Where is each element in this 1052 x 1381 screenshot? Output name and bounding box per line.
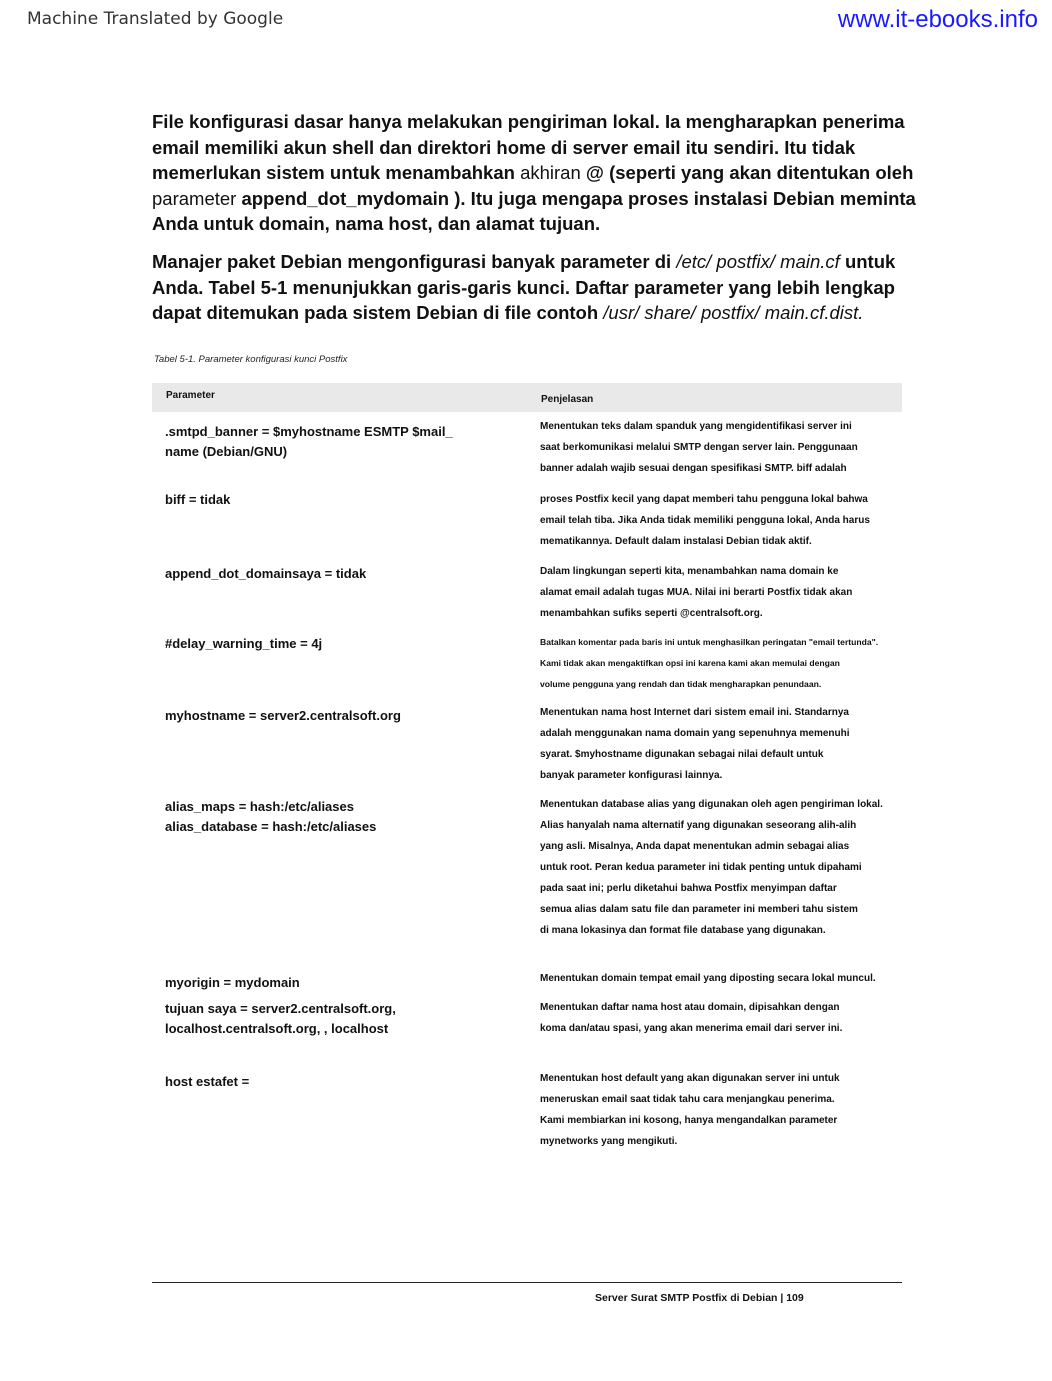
desc-cell	[540, 489, 910, 552]
desc-line: meneruskan email saat tidak tahu cara menjangkau penerima.	[540, 1094, 835, 1105]
page-footer: Server Surat SMTP Postfix di Debian | 109	[595, 1292, 804, 1304]
param-cell: host estafet =	[165, 1074, 250, 1089]
param-cell: myhostname = server2.centralsoft.org	[165, 708, 401, 723]
desc-line: alamat email adalah tugas MUA. Nilai ini berarti Postfix tidak akan	[540, 587, 853, 598]
desc-line: banyak parameter konfigurasi lainnya.	[540, 770, 723, 781]
param-cell: myorigin = mydomain	[165, 975, 300, 990]
desc-line: Menentukan database alias yang digunakan oleh agen pengiriman lokal.	[540, 799, 883, 810]
param-cell: tujuan saya = server2.centralsoft.org, localhost.centralsoft.org, , localhost	[165, 1001, 396, 1036]
header-explanation: Penjelasan	[541, 394, 594, 405]
desc-cell	[540, 794, 910, 941]
site-link[interactable]: www.it-ebooks.info	[837, 6, 1038, 33]
param-cell: #delay_warning_time = 4j	[165, 636, 323, 651]
param-cell: .smtpd_banner = $myhostname ESMTP $mail_ name (Debian/GNU)	[165, 424, 453, 459]
desc-line: Menentukan teks dalam spanduk yang mengidentifikasi server ini	[540, 421, 852, 432]
desc-line: volume pengguna yang rendah dan tidak mengharapkan penundaan.	[540, 679, 822, 689]
paragraph-package-manager	[152, 249, 922, 326]
desc-cell	[540, 1068, 910, 1152]
para1-text-b: akhiran	[520, 162, 581, 183]
desc-line: mynetworks yang mengikuti.	[540, 1136, 678, 1147]
desc-cell	[540, 702, 910, 786]
desc-line: menambahkan sufiks seperti @centralsoft.org.	[540, 608, 763, 619]
param-cell: alias_maps = hash:/etc/aliases alias_database = hash:/etc/aliases	[165, 799, 377, 834]
desc-line: pada saat ini; perlu diketahui bahwa Postfix menyimpan daftar	[540, 883, 837, 894]
desc-line: Menentukan nama host Internet dari sistem email ini. Standarnya	[540, 707, 849, 718]
desc-cell	[540, 561, 910, 624]
desc-line: Kami tidak akan mengaktifkan opsi ini karena kami akan memulai dengan	[540, 658, 840, 668]
desc-line: syarat. $myhostname digunakan sebagai nilai default untuk	[540, 749, 824, 760]
desc-line: untuk root. Peran kedua parameter ini tidak penting untuk dipahami	[540, 862, 862, 873]
para2-text-c: untuk Anda. Tabel 5-1 menunjukkan garis-garis kunci. Daftar parameter yang lebih lengkap dapat ditemukan pada sistem Debian di file contoh	[152, 251, 896, 323]
desc-line: yang asli. Misalnya, Anda dapat menentukan admin sebagai alias	[540, 841, 850, 852]
para2-text-a: Manajer paket Debian mengonfigurasi banyak parameter di	[152, 251, 677, 272]
para1-text-a: File konfigurasi dasar hanya melakukan pengiriman lokal. Ia mengharapkan penerima email memiliki akun shell dan direktori home di server email itu sendiri. Itu tidak memerlukan sistem untuk menambahkan	[152, 111, 905, 183]
desc-line: saat berkomunikasi melalui SMTP dengan server lain. Penggunaan	[540, 442, 858, 453]
desc-line: Alias hanyalah nama alternatif yang digunakan seseorang alih-alih	[540, 820, 857, 831]
para2-path-main-cf: /etc/ postfix/ main.cf	[676, 251, 840, 272]
desc-line: di mana lokasinya dan format file database yang digunakan.	[540, 925, 826, 936]
desc-line: koma dan/atau spasi, yang akan menerima email dari server ini.	[540, 1023, 843, 1034]
desc-line: Menentukan host default yang akan digunakan server ini untuk	[540, 1073, 840, 1084]
machine-translated-label: Machine Translated by Google	[27, 9, 284, 29]
desc-line: Batalkan komentar pada baris ini untuk menghasilkan peringatan "email tertunda".	[540, 637, 879, 647]
table-caption: Tabel 5-1. Parameter konfigurasi kunci Postfix	[154, 354, 348, 365]
desc-line: Menentukan daftar nama host atau domain, dipisahkan dengan	[540, 1002, 840, 1013]
desc-cell	[540, 968, 910, 989]
desc-cell	[540, 632, 910, 695]
desc-line: Menentukan domain tempat email yang diposting secara lokal muncul.	[540, 973, 876, 984]
desc-line: Dalam lingkungan seperti kita, menambahkan nama domain ke	[540, 566, 839, 577]
para1-text-e: append_dot_mydomain ). Itu juga mengapa proses instalasi Debian meminta Anda untuk domain, nama host, dan alamat tujuan.	[152, 187, 916, 234]
desc-cell	[540, 416, 910, 479]
para2-path-main-cf-dist: /usr/ share/ postfix/ main.cf.dist.	[603, 302, 864, 323]
desc-cell	[540, 997, 910, 1039]
param-cell: append_dot_domainsaya = tidak	[165, 566, 367, 581]
desc-line: Kami membiarkan ini kosong, hanya mengandalkan parameter	[540, 1115, 838, 1126]
para1-text-d: parameter	[152, 187, 237, 209]
desc-line: adalah menggunakan nama domain yang sepenuhnya memenuhi	[540, 728, 850, 739]
para1-text-c: @ (seperti yang akan ditentukan oleh	[580, 162, 914, 183]
param-cell: biff = tidak	[165, 492, 231, 507]
desc-line: semua alias dalam satu file dan parameter ini memberi tahu sistem	[540, 904, 858, 915]
header-parameter: Parameter	[166, 390, 215, 401]
table-header	[152, 383, 902, 412]
desc-line: email telah tiba. Jika Anda tidak memiliki pengguna lokal, Anda harus	[540, 515, 870, 526]
desc-line: banner adalah wajib sesuai dengan spesifikasi SMTP. biff adalah	[540, 463, 847, 474]
footer-divider	[152, 1282, 902, 1283]
paragraph-intro	[152, 109, 922, 237]
desc-line: proses Postfix kecil yang dapat memberi tahu pengguna lokal bahwa	[540, 494, 868, 505]
desc-line: mematikannya. Default dalam instalasi Debian tidak aktif.	[540, 536, 812, 547]
